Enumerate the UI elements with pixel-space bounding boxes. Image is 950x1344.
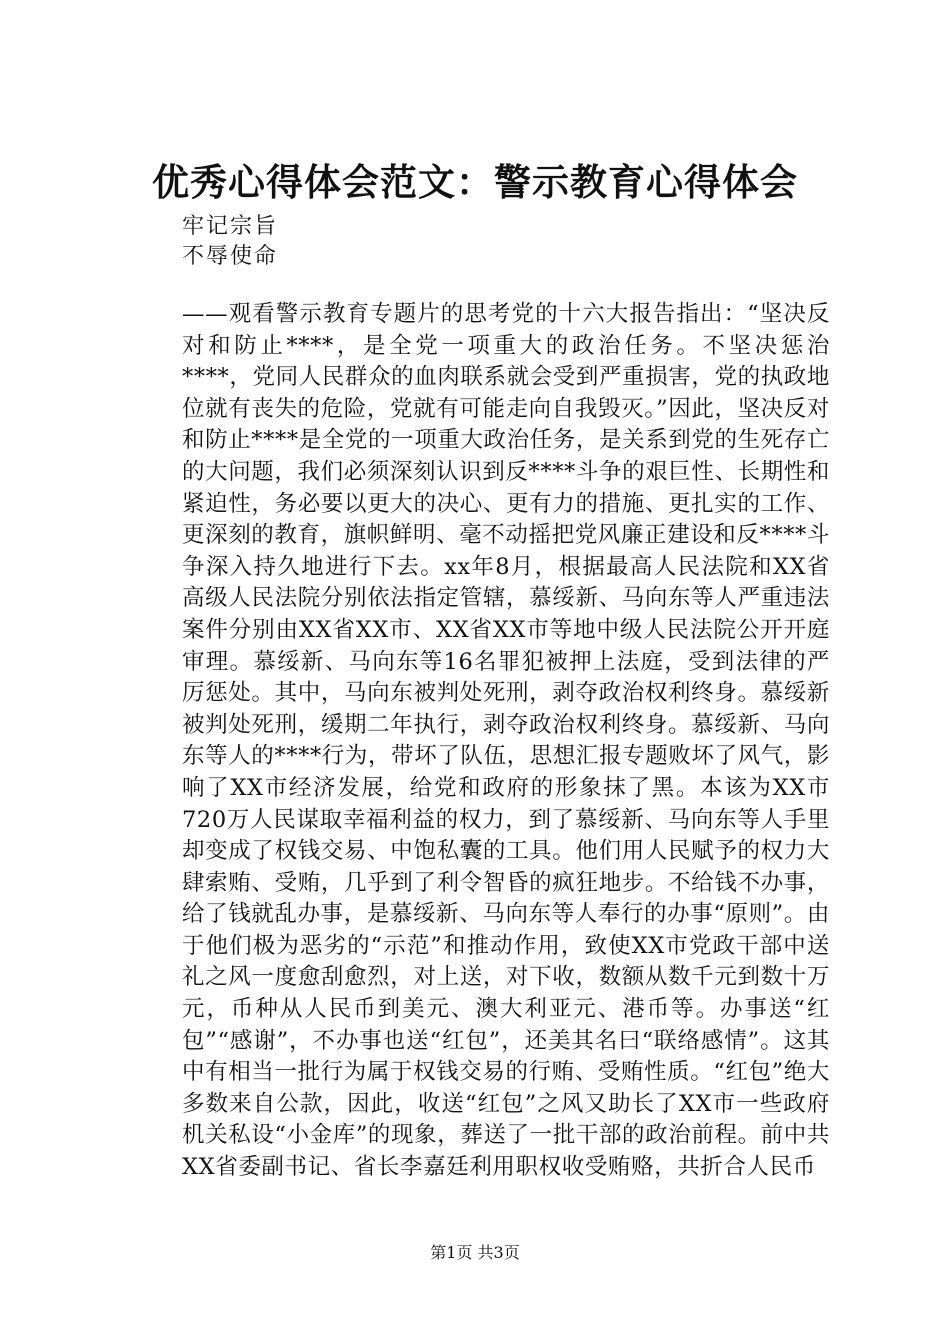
subtitle-line-1: 牢记宗旨 [182,214,279,239]
body-paragraph [130,299,830,1184]
body-text: ——观看警示教育专题片的思考党的十六大报告指出：“坚决反对和防止****，是全党一项重大的政治任务。不坚决惩治****，党同人民群众的血肉联系就会受到严重损害，党的执政地位就有丧失的危险，党就有可能走向自我毁灭。”因此，坚决反对和防止****是全党的一项重大政治任务，是关系到党的生死存亡的大问题，我们必须深刻认识到反****斗争的艰巨性、长期性和紧迫性，务必要以更大的决心、更有力的措施、更扎实的工作、更深刻的教育，旗帜鲜明、毫不动摇把党风廉正建设和反****斗争深入持久地进行下去。xx年8月，根据最高人民法院和XX省高级人民法院分别依法指定管辖，慕绥新、马向东等人严重违法案件分别由XX省XX市、XX省XX市等地中级人民法院公开开庭审理。慕绥新、马向东等16名罪犯被押上法庭，受到法律的严厉惩处。其中，马向东被判处死刑，剥夺政治权利终身。慕绥新被判处死刑，缓期二年执行，剥夺政治权利终身。慕绥新、马向东等人的****行为，带坏了队伍，思想汇报专题败坏了风气，影响了XX市经济发展，给党和政府的形象抹了黑。本该为XX市720万人民谋取幸福利益的权力，到了慕绥新、马向东等人手里却变成了权钱交易、中饱私囊的工具。他们用人民赋予的权力大肆索贿、受贿，几乎到了利令智昏的疯狂地步。不给钱不办事，给了钱就乱办事，是慕绥新、马向东等人奉行的办事“原则”。由于他们极为恶劣的“示范”和推动作用，致使XX市党政干部中送礼之风一度愈刮愈烈，对上送，对下收，数额从数千元到数十万元，币种从人民币到美元、澳大利亚元、港币等。办事送“红包”“感谢”，不办事也送“红包”，还美其名曰“联络感情”。这其中有相当一批行为属于权钱交易的行贿、受贿性质。“红包”绝大多数来自公款，因此，收送“红包”之风又助长了XX市一些政府机关私设“小金库”的现象，葬送了一批干部的政治前程。前中共XX省委副书记、省长李嘉廷利用职权收受贿赂，共折合人民币 [182,301,831,1181]
document-title: 优秀心得体会范文：警示教育心得体会 [152,160,798,204]
subtitle-line-2: 不辱使命 [182,244,279,269]
page-footer: 第1页 共3页 [430,1243,520,1262]
